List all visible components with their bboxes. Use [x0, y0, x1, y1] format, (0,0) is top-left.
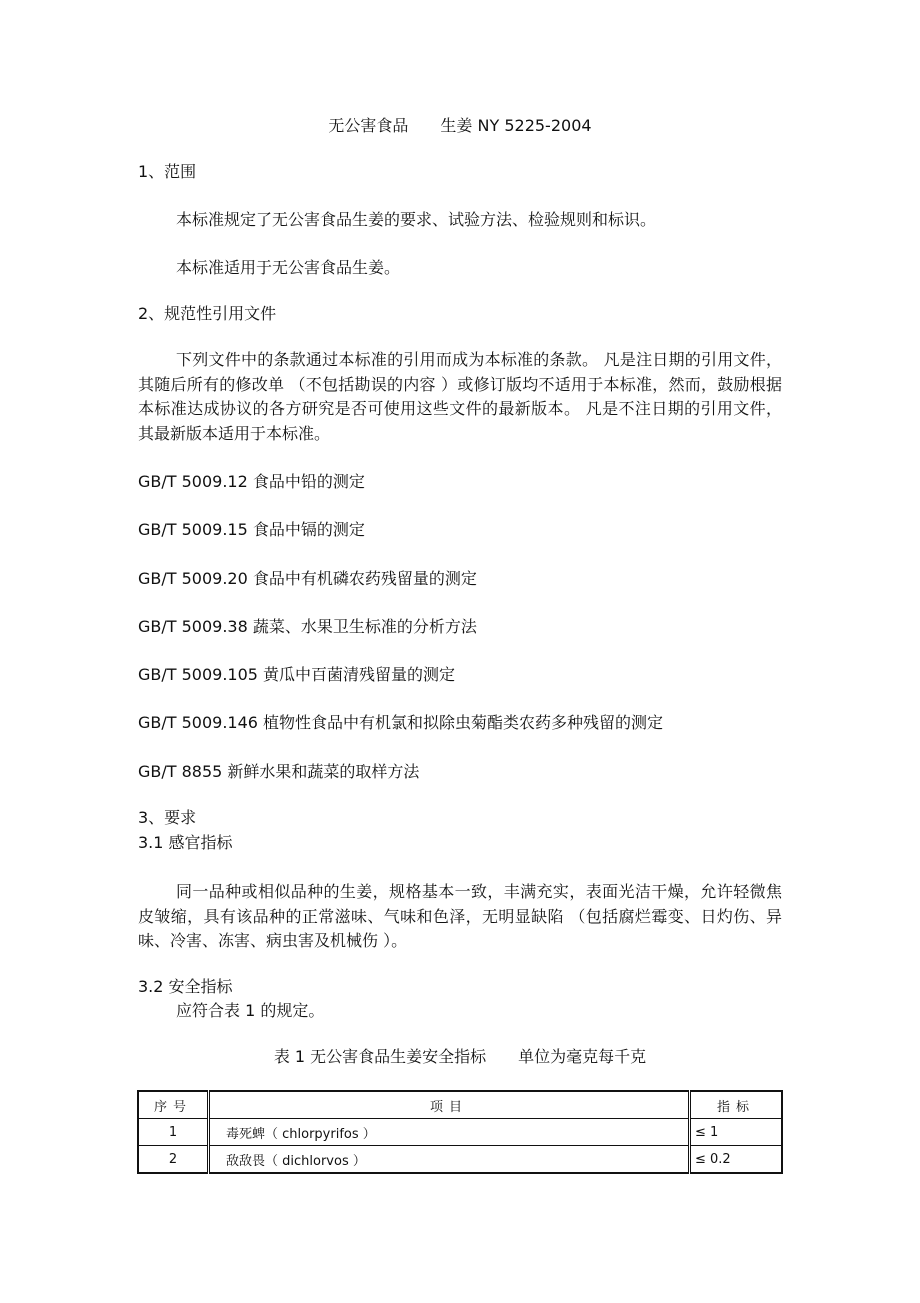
section-2-paragraph-text: 下列文件中的条款通过本标准的引用而成为本标准的条款。 凡是注日期的引用文件，其随后所有的修改单 （不包括勘误的内容 ）或修订版均不适用于本标准，然而，鼓励根据本标准达成协议的各方研究是否可使用这些文件的最新版本。 凡是不注日期的引用文件，其最新版本适用于本标准。	[138, 350, 782, 443]
row-index: ≤ 1	[690, 1119, 783, 1146]
section-3-heading: 3、要求	[138, 808, 197, 827]
reference-item: GB/T 8855 新鲜水果和蔬菜的取样方法	[138, 762, 420, 781]
header-number: 序号	[138, 1091, 209, 1119]
reference-item: GB/T 5009.38 蔬菜、水果卫生标准的分析方法	[138, 617, 477, 636]
table-row	[138, 1146, 782, 1174]
reference-item: GB/T 5009.12 食品中铅的测定	[138, 472, 365, 491]
table-header-row	[138, 1091, 782, 1119]
section-3-2-paragraph: 应符合表 1 的规定。	[176, 1001, 325, 1020]
safety-index-table	[137, 1090, 783, 1174]
row-number: 1	[138, 1119, 209, 1146]
row-item: 毒死蜱（ chlorpyrifos ）	[209, 1119, 690, 1146]
section-1-paragraph-1: 本标准规定了无公害食品生姜的要求、试验方法、检验规则和标识。	[176, 210, 657, 229]
reference-item: GB/T 5009.105 黄瓜中百菌清残留量的测定	[138, 665, 456, 684]
section-3-1-heading: 3.1 感官指标	[138, 833, 233, 852]
section-3-1-paragraph-text: 同一品种或相似品种的生姜，规格基本一致，丰满充实，表面光洁干燥，允许轻微焦皮皱缩，具有该品种的正常滋味、气味和色泽，无明显缺陷 （包括腐烂霉变、日灼伤、异味、冷害、冻害、病虫害及机械伤 ）。	[138, 882, 782, 950]
reference-item: GB/T 5009.15 食品中镉的测定	[138, 520, 365, 539]
section-2-heading: 2、规范性引用文件	[138, 304, 277, 323]
section-3-1-paragraph	[138, 880, 782, 954]
reference-item: GB/T 5009.146 植物性食品中有机氯和拟除虫菊酯类农药多种残留的测定	[138, 713, 664, 732]
section-3-2-heading: 3.2 安全指标	[138, 977, 233, 996]
section-1-paragraph-2: 本标准适用于无公害食品生姜。	[176, 258, 401, 277]
header-item: 项目	[209, 1091, 690, 1119]
table-row	[138, 1119, 782, 1146]
document-title: 无公害食品 生姜 NY 5225-2004	[328, 116, 592, 135]
section-2-paragraph	[138, 348, 782, 446]
reference-item: GB/T 5009.20 食品中有机磷农药残留量的测定	[138, 569, 477, 588]
header-index: 指标	[690, 1091, 783, 1119]
row-index: ≤ 0.2	[690, 1146, 783, 1174]
section-1-heading: 1、范围	[138, 162, 197, 181]
row-number: 2	[138, 1146, 209, 1174]
row-item: 敌敌畏（ dichlorvos ）	[209, 1146, 690, 1174]
table-caption: 表 1 无公害食品生姜安全指标 单位为毫克每千克	[273, 1047, 647, 1066]
